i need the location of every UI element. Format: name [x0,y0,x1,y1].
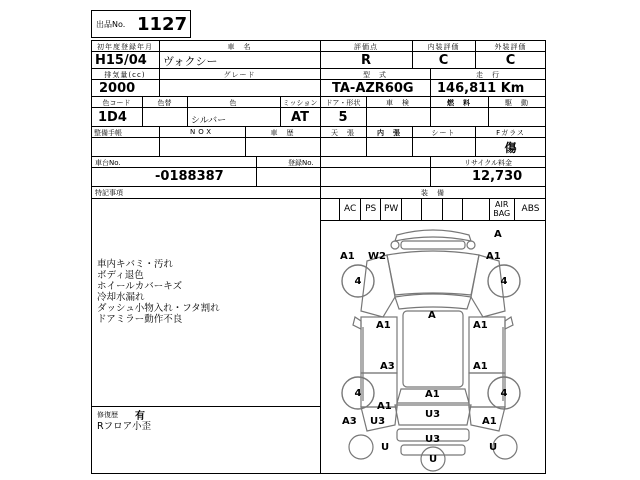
damage-mark: U3 [425,434,441,445]
label-seat: シート [431,129,456,137]
tire-label: 4 [500,275,508,287]
label-score: 評価点 [354,43,378,51]
equipment-airbag: AIR BAG [490,198,515,220]
displacement-value: 2000 [99,81,136,96]
lot-number-value: 1127 [137,14,188,35]
equipment-row [320,198,546,220]
interior-grade-value: C [438,53,449,68]
label-car-name: 車 名 [227,43,252,51]
label-displacement: 排気量(cc) [104,71,146,79]
equipment-cell [320,198,340,220]
damage-mark: A1 [425,389,440,400]
label-recycle-fee: リサイクル料金 [463,159,513,167]
special-notes-list [97,259,220,325]
equipment-cell [402,198,422,220]
equipment-abs: ABS [521,204,540,214]
equipment-cell [422,198,442,220]
underbody-label: U [380,441,390,453]
car-name-value: ヴォクシー [163,55,218,68]
damage-mark: A1 [482,416,497,427]
label-front-glass: Fガラス [496,129,525,137]
underbody-label: U [488,441,498,453]
label-drive: 駆 動 [505,99,529,107]
label-vehicle-history: 車 歴 [270,129,295,137]
label-special-notes: 特記事項 [95,189,123,197]
label-color-change: 色替 [157,99,172,107]
label-registration-number: 登録No. [288,159,314,167]
score-value: R [360,53,371,68]
label-color: 色 [229,99,238,107]
divider [256,156,257,186]
damage-mark: A1 [473,361,488,372]
damage-mark: U3 [370,416,386,427]
label-grade: グレード [223,71,256,79]
first-registration-value: H15/04 [95,53,147,68]
note-line: ホイールカバーキズ [97,281,183,292]
tire-label: 4 [354,387,362,399]
label-interior-grade: 内装評価 [427,43,460,51]
tire-label: 4 [354,275,362,287]
note-line: ボディ退色 [97,270,144,281]
damage-mark: U3 [425,409,441,420]
damage-mark: A1 [473,320,488,331]
equipment-ac: AC [340,198,360,220]
label-exterior-grade: 外装評価 [494,43,527,51]
damage-mark: A1 [376,320,391,331]
label-mileage: 走 行 [476,71,500,79]
equipment-pw: PW [381,198,401,220]
label-headliner: 天 張 [331,129,355,137]
mileage-value: 146,811 Km [437,81,525,96]
label-mission: ミッション [282,99,318,107]
note-line: 車内キバミ・汚れ [97,259,174,270]
underbody-label: U [428,453,438,465]
label-equipment: 装 備 [421,189,445,197]
label-model-code: 型 式 [363,71,387,79]
mission-value: AT [291,110,309,125]
equipment-ps: PS [361,198,381,220]
damage-mark: A [494,229,502,240]
equipment-cell [443,198,463,220]
lot-number-box [91,10,191,38]
note-line: ダッシュ小物入れ・フタ割れ [97,303,220,314]
damage-mark: A3 [342,416,357,427]
label-first-registration: 初年度登録年月 [97,43,153,51]
label-interior-trim: 内 張 [377,129,401,137]
recycle-fee-value: 12,730 [472,169,523,184]
repair-history-value: 有 [135,411,145,422]
damage-mark: W2 [368,251,386,262]
divider [91,96,546,97]
label-maintenance-book: 整備手帳 [94,129,122,137]
divider [91,156,546,157]
label-color-code: 色コード [102,99,131,107]
damage-mark: A1 [486,251,501,262]
doors-value: 5 [338,110,348,125]
color-value: シルバー [191,116,227,126]
front-glass-value: 傷 [504,141,517,155]
divider [91,186,546,187]
tire-label: 4 [500,387,508,399]
damage-mark: A1 [340,251,355,262]
damage-mark: A3 [380,361,395,372]
label-chassis-number: 車台No. [95,159,121,167]
model-code-value: TA-AZR60G [332,81,414,96]
damage-mark: A [428,310,436,321]
color-code-value: 1D4 [98,110,127,125]
repair-detail: Rフロア小歪 [97,421,152,432]
label-nox: NOX [189,128,215,136]
label-fuel: 燃 料 [447,99,471,107]
label-repair-history: 修復歴 [97,411,118,419]
exterior-grade-value: C [505,53,516,68]
label-inspection: 車 検 [386,99,410,107]
divider [91,406,320,407]
equipment-cell [463,198,489,220]
lot-number-label: 出品No. [96,20,126,29]
note-line: 冷却水漏れ [97,292,145,303]
label-doors: ドア・形状 [325,99,361,107]
note-line: ドアミラー動作不良 [97,314,183,325]
damage-mark: A1 [377,401,392,412]
chassis-number-value: -0188387 [155,169,224,184]
